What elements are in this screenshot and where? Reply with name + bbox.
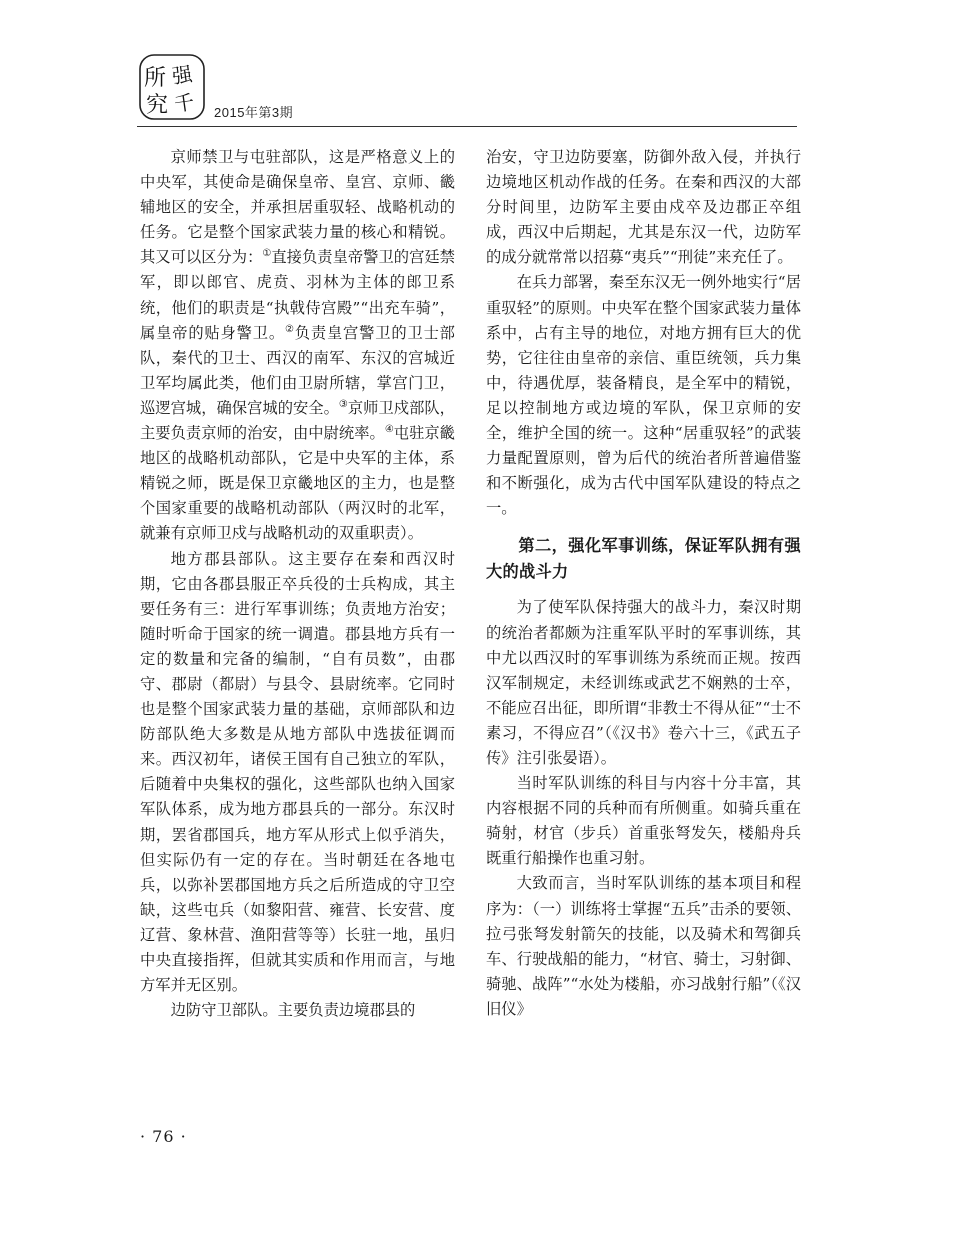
paragraph-border-troops-continued: 治安，守卫边防要塞，防御外敌入侵，并执行边境地区机动作战的任务。在秦和西汉的大部分时间里，边防军主要由戍卒及边郡正卒组成，西汉中后期起，尤其是东汉一代，边防军的成分就常常以招募“夷兵”“刑徒”来充任了。 — [486, 148, 801, 267]
text-run: 直接负责皇帝警卫的宫廷禁军，即以郎官、虎贲、羽林为主体的郎卫系统，他们的职责是“执戟侍宫殿”“出充车骑”，属皇帝的贴身警卫。 — [140, 248, 455, 342]
text-run: 京师卫戍部队，主要负责京师的治安，由中尉统率。 — [140, 398, 455, 443]
paragraph-local-troops: 地方郡县部队。这主要存在秦和西汉时期，它由各郡县服正卒兵役的士兵构成，其主要任务有三：进行军事训练；负责地方治安；随时听命于国家的统一调遣。郡县地方兵有一定的数量和完备的编制，“自有员数”，由郡守、郡尉（都尉）与县令、县尉统率。它同时也是整个国家武装力量的基础，京师部队和边防部队绝大多数是从地方部队中选拔征调而来。西汉初年，诸侯王国有自己独立的军队，后随着中央集权的强化，这些部队也纳入国家军队体系，成为地方郡县兵的一部分。东汉时期，罢省郡国兵，地方军从形式上似乎消失，但实际仍有一定的存在。当时朝廷在各地屯兵，以弥补罢郡国地方兵之后所造成的守卫空缺，这些屯兵（如黎阳营、雍营、长安营、度辽营、象林营、渔阳营等等）长驻一地，虽归中央直接指挥，但就其实质和作用而言，与地方军并无区别。 — [140, 549, 455, 995]
right-column — [486, 145, 801, 1022]
footnote-marker: ④ — [384, 423, 394, 435]
text-run: 京师禁卫与屯驻部队，这是严格意义上的中央军，其使命是确保皇帝、皇宫、京师、畿辅地区的安全，并承担居重驭轻、战略机动的任务。它是整个国家武装力量的核心和精锐。其又可以区分为： — [140, 148, 455, 267]
paragraph-capital-troops — [140, 145, 455, 547]
section-heading: 第二，强化军事训练，保证军队拥有强大的战斗力 — [486, 536, 801, 582]
svg-text:强: 强 — [170, 61, 194, 89]
issue-label: 2015年第3期 — [214, 105, 294, 120]
page-number: · 76 · — [140, 1127, 187, 1146]
text-run: 负责皇宫警卫的卫士部队，秦代的卫士、西汉的南军、东汉的宫城近卫军均属此类，他们由卫尉所辖，掌宫门卫，巡逻宫城，确保宫城的安全。 — [140, 323, 455, 417]
paragraph-training-subjects: 当时军队训练的科目与内容十分丰富，其内容根据不同的兵种而有所侧重。如骑兵重在骑射，材官（步兵）首重张弩发矢，楼船舟兵既重行船操作也重习射。 — [486, 774, 801, 868]
text-run: 屯驻京畿地区的战略机动部队，它是中央军的主体，系精锐之师，既是保卫京畿地区的主力，也是整个国家重要的战略机动部队（两汉时的北军，就兼有京师卫戍与战略机动的双重职责）。 — [140, 424, 455, 543]
left-column — [140, 145, 455, 1023]
paragraph-training-procedure: 大致而言，当时军队训练的基本项目和程序为：（一）训练将士掌握“五兵”击杀的要领、拉弓张弩发射箭矢的技能，以及骑术和驾御兵车、行驶战船的能力，“材官、骑士，习射御、骑驰、战阵”“水处为楼船，亦习战射行船”（《汉旧仪》 — [486, 874, 801, 1018]
header-rule — [137, 126, 797, 127]
footnote-marker: ② — [284, 323, 295, 335]
svg-text:所: 所 — [144, 66, 167, 91]
svg-text:千: 千 — [172, 89, 196, 117]
journal-logo — [137, 52, 207, 122]
footnote-marker: ① — [262, 248, 272, 260]
paragraph-border-troops: 边防守卫部队。主要负责边境郡县的 — [170, 1001, 416, 1020]
page-header — [0, 0, 964, 130]
paragraph-training-intro: 为了使军队保持强大的战斗力，秦汉时期的统治者都颇为注重军队平时的军事训练，其中尤以西汉时的军事训练为系统而正规。按西汉军制规定，未经训练或武艺不娴熟的士卒，不能应召出征，即所谓“非教士不得从征”“士不素习，不得应召”（《汉书》卷六十三，《武五子传》注引张晏语）。 — [486, 598, 801, 767]
paragraph-deployment: 在兵力部署，秦至东汉无一例外地实行“居重驭轻”的原则。中央军在整个国家武装力量体系中，占有主导的地位，对地方拥有巨大的优势，它往往由皇帝的亲信、重臣统领，兵力集中，待遇优厚，装备精良，是全军中的精锐，足以控制地方或边境的军队，保卫京师的安全，维护全国的统一。这种“居重驭轻”的武装力量配置原则，曾为后代的统治者所普遍借鉴和不断强化，成为古代中国军队建设的特点之一。 — [486, 273, 801, 518]
footnote-marker: ③ — [338, 398, 348, 410]
svg-text:究: 究 — [146, 93, 169, 118]
